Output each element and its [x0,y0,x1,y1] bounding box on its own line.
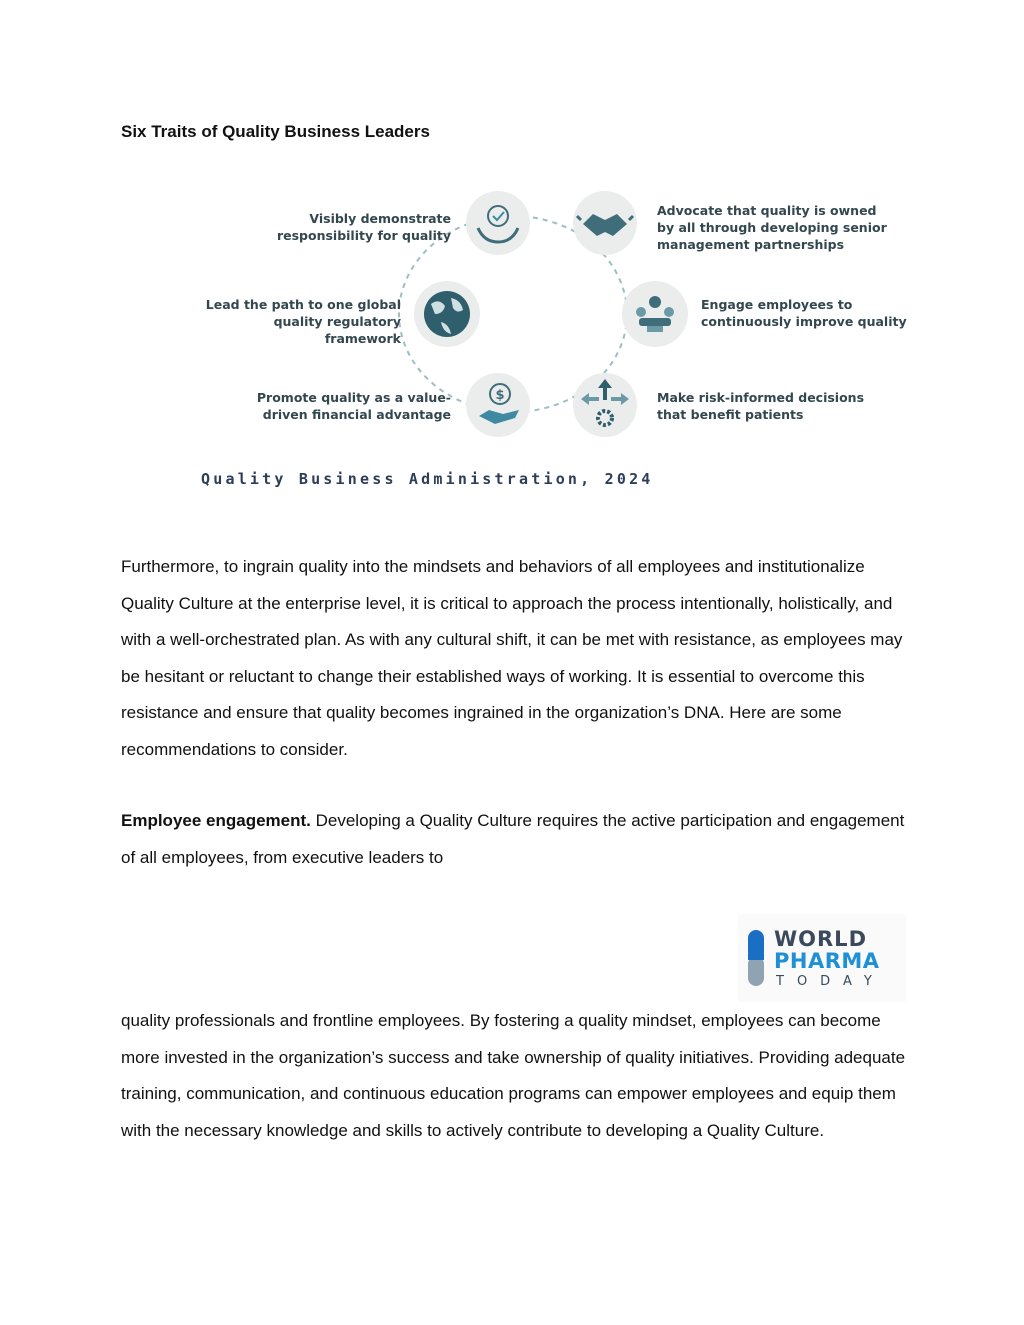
employee-engagement-lead: Employee engagement. [121,811,311,830]
trait-advocate: Advocate that quality is owned by all through developing senior management partnerships [657,203,887,252]
employee-engagement-text: Developing a Quality Culture requires the active participation and engagement of all employees, from executive leaders to [121,811,905,867]
paragraph-fostering-quality: quality professionals and frontline employees. By fostering a quality mindset, employees can become more invested in the organization’s success and take ownership of quality initiatives. Providing adequate training, communication, and continuous education programs can empower employees and equip them with the necessary knowledge and skills to actively contribute to developing a Quality Culture. [121,1011,906,1140]
decision-arrows-gear-icon [573,373,637,437]
figure-caption: Quality Business Administration, 2024 [201,470,654,488]
trait-responsibility: Visibly demonstrate responsibility for quality [276,211,451,243]
document-heading: Six Traits of Quality Business Leaders [121,122,430,141]
trait-engage-employees: Engage employees to continuously improve quality [701,297,907,329]
logo-world: WORLD [774,927,867,951]
dollar-coin-hand-icon [466,373,530,437]
handshake-icon [573,191,637,255]
team-meeting-icon [622,281,688,347]
logo-today: TODAY [776,974,885,989]
trait-global-framework: Lead the path to one global quality regulatory framework [205,297,401,346]
globe-icon [414,281,480,347]
world-pharma-today-logo [738,914,906,1002]
hands-heart-icon [466,191,530,255]
logo-pharma: PHARMA [774,949,880,973]
svg-text:$: $ [495,388,505,403]
trait-financial-advantage: Promote quality as a value-driven financial advantage [256,390,451,422]
paragraph-employee-engagement [121,803,911,876]
trait-risk-informed: Make risk-informed decisions that benefit patients [657,390,865,422]
traits-figure [195,180,915,500]
paragraph-resistance: Furthermore, to ingrain quality into the mindsets and behaviors of all employees and institutionalize Quality Culture at the enterprise level, it is critical to approach the process intentionally, holistically, and with a well-orchestrated plan. As with any cultural shift, it can be met with resistance, as employees may be hesitant or reluctant to change their established ways of working. It is essential to overcome this resistance and ensure that quality becomes ingrained in the organization’s DNA. Here are some recommendations to consider. [121,557,903,759]
